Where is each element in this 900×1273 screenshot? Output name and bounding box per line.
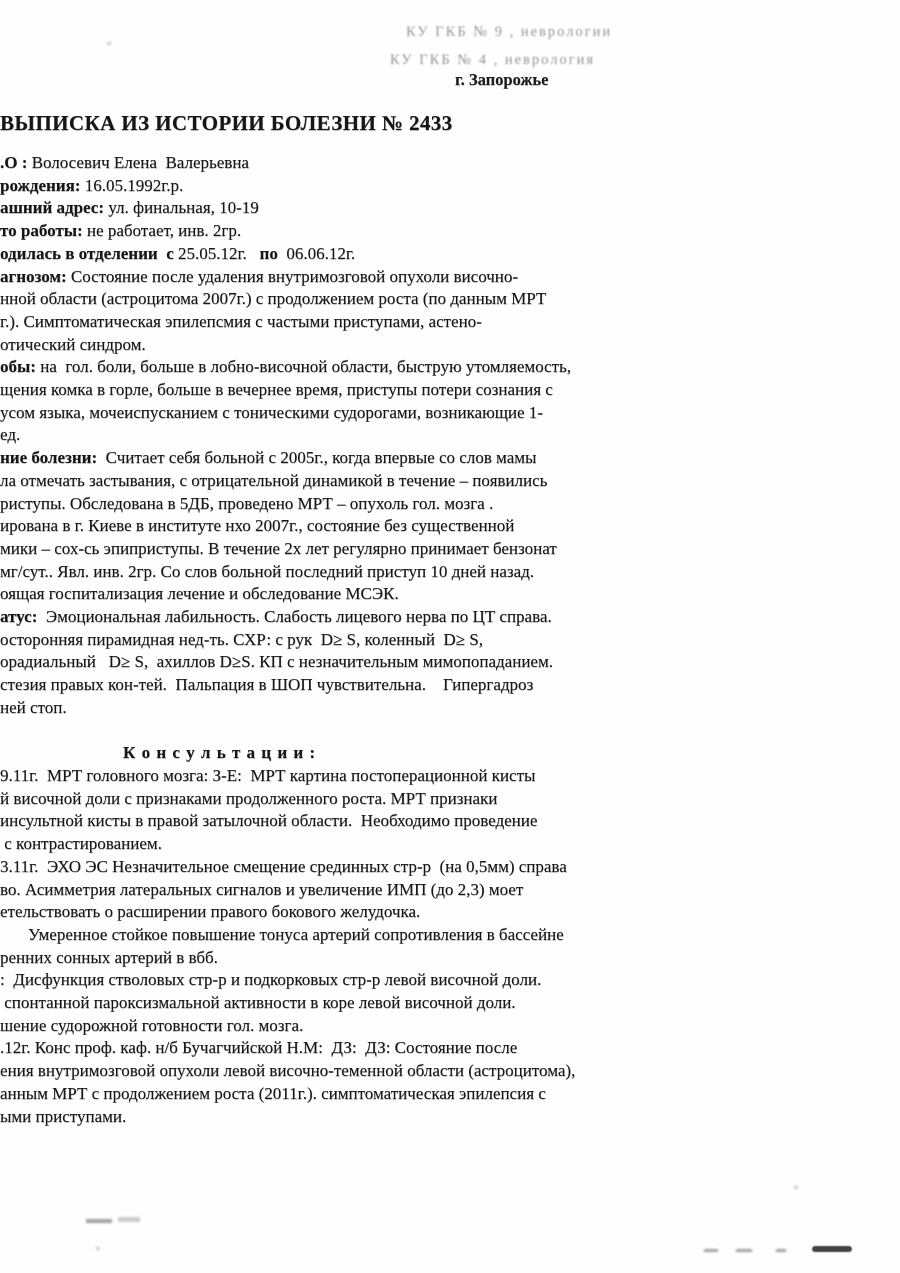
text-line: мг/сут.. Явл. инв. 2гр. Со слов больной последний приступ 10 дней назад.	[0, 561, 535, 581]
text-line: .О : Волосевич Елена Валерьевна	[0, 153, 249, 172]
text-line: анным МРТ с продолжением роста (2011г.). симптоматическая эпилепсия с	[0, 1083, 546, 1103]
text-line: то работы: не работает, инв. 2гр.	[0, 221, 242, 241]
stamp-line-2: КУ ГКБ № 4 , неврология	[390, 52, 596, 68]
scan-artifact	[704, 1249, 718, 1252]
text-line: г.). Симптоматическая эпилепсмия с частыми приступами, астено-	[0, 311, 482, 331]
text-line: 9.11г. МРТ головного мозга: З-Е: МРТ картина постоперационной кисты	[0, 765, 536, 785]
text-line: ения внутримозговой опухоли левой височно-теменной области (астроцитома),	[0, 1061, 576, 1081]
text-line: мики – сох-сь эпиприступы. В течение 2х лет регулярно принимает бензонат	[0, 538, 557, 558]
text-line: рождения: 16.05.1992г.р.	[0, 175, 184, 195]
text-line: ашний адрес: ул. финальная, 10-19	[0, 198, 259, 218]
text-line: инсультной кисты в правой затылочной области. Необходимо проведение	[0, 811, 538, 831]
text-line	[0, 720, 720, 743]
text-line: .12г. Конс проф. каф. н/б Бучагчийской Н.М: ДЗ: ДЗ: Состояние после	[0, 1038, 518, 1058]
scan-artifact	[812, 1246, 852, 1252]
text-line: ыми приступами.	[0, 1106, 127, 1126]
scan-artifact	[96, 1247, 100, 1250]
stamp-line-1: КУ ГКБ № 9 , неврологии	[406, 23, 613, 41]
text-line: стезия правых кон-тей. Пальпация в ШОП чувствительна. Гипергадроз	[0, 675, 534, 695]
text-line: одилась в отделении с 25.05.12г. по 06.06.12г.	[0, 243, 356, 263]
document-body	[0, 152, 720, 1128]
text-line: риступы. Обследована в 5ДБ, проведено МРТ – опухоль гол. мозга .	[0, 493, 494, 513]
text-line: отический синдром.	[0, 334, 146, 354]
text-line: ла отмечать застывания, с отрицательной динамикой в течение – появились	[0, 470, 548, 490]
document-content	[0, 110, 720, 1128]
text-line: во. Асимметрия латеральных сигналов и увеличение ИМП (до 2,3) моет	[0, 879, 524, 899]
text-line: щения комка в горле, больше в вечернее время, приступы потери сознания с	[0, 380, 553, 400]
text-line: спонтанной пароксизмальной активности в коре левой височной доли.	[0, 993, 516, 1013]
text-line: усом языка, мочеиспусканием с тоническими судорогами, возникающие 1-	[0, 402, 543, 422]
text-line: ние болезни: Считает себя больной с 2005г., когда впервые со слов мамы	[0, 448, 537, 468]
text-line: с контрастированием.	[0, 834, 162, 854]
scan-artifact	[107, 42, 111, 45]
text-line: етельствовать о расширении правого бокового желудочка.	[0, 902, 421, 922]
text-line: : Дисфункция стволовых стр-р и подкорковых стр-р левой височной доли.	[0, 970, 542, 990]
scan-artifact	[794, 1186, 798, 1189]
scan-artifact	[776, 1249, 786, 1252]
scan-artifact	[118, 1217, 140, 1222]
text-line: 3.11г. ЭХО ЭС Незначительное смещение срединных стр-р (на 0,5мм) справа	[0, 856, 567, 876]
text-line: атус: Эмоциональная лабильность. Слабость лицевого нерва по ЦТ справа.	[0, 607, 552, 627]
text-line: агнозом: Состояние после удаления внутримозговой опухоли височно-	[0, 266, 519, 286]
text-line: Умеренное стойкое повышение тонуса артерий сопротивления в бассейне	[28, 924, 564, 944]
document-title: ВЫПИСКА ИЗ ИСТОРИИ БОЛЕЗНИ № 2433	[0, 111, 453, 135]
text-line: обы: на гол. боли, больше в лобно-височной области, быструю утомляемость,	[0, 357, 572, 377]
scan-artifact	[86, 1219, 112, 1223]
text-line: ед.	[0, 425, 21, 445]
text-line: орадиальный D≥ S, ахиллов D≥S. КП с незначительным мимопопаданием.	[0, 652, 553, 672]
text-line: нной области (астроцитома 2007г.) с продолжением роста (по данным МРТ	[0, 289, 547, 309]
text-line: ирована в г. Киеве в институте нхо 2007г., состояние без существенной	[0, 516, 515, 536]
text-line: ней стоп.	[0, 697, 67, 717]
text-line: ренних сонных артерий в вбб.	[0, 947, 218, 967]
text-line: осторонняя пирамидная нед-ть. СХР: с рук D≥ S, коленный D≥ S,	[0, 629, 483, 649]
consultations-header: К о н с у л ь т а ц и и :	[123, 743, 317, 763]
scan-artifact	[736, 1249, 752, 1252]
text-line: шение судорожной готовности гол. мозга.	[0, 1015, 304, 1035]
stamp-city: г. Запорожье	[455, 70, 549, 89]
text-line: й височной доли с признаками продолженного роста. МРТ признаки	[0, 788, 498, 808]
text-line: оящая госпитализация лечение и обследование МСЭК.	[0, 584, 399, 604]
